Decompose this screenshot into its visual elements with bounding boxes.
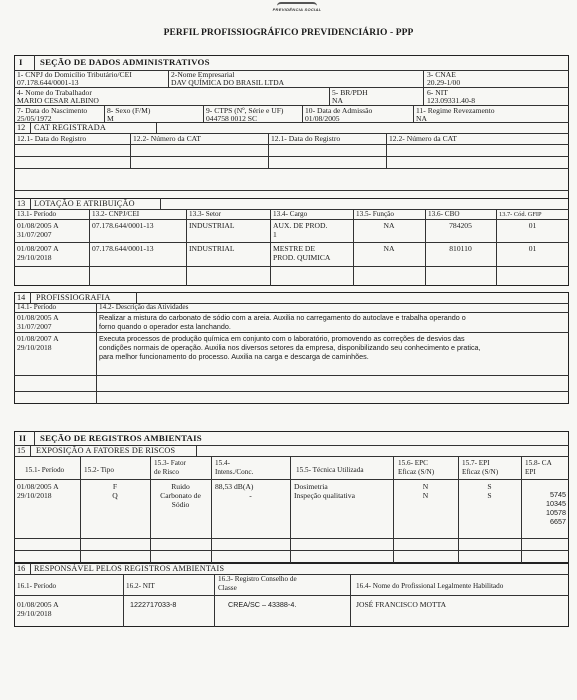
lotacao-row2-gfip: 01 (528, 244, 537, 253)
exposure-intensity-2: - (249, 491, 252, 500)
lotacao-row2-cbo: 810110 (449, 244, 472, 253)
lotacao-title: LOTAÇÃO E ATRIBUIÇÃO (34, 199, 135, 208)
profissiografia-row1-period-start: 01/08/2005 A (17, 313, 59, 322)
lotacao-row1-cnpj: 07.178.644/0001-13 (92, 221, 154, 230)
cat-number-label-2: 12.2- Número da CAT (389, 134, 457, 143)
exposure-period-start: 01/08/2005 A (17, 482, 59, 491)
exposure-number: 15 (17, 446, 26, 455)
cnpj-label: 1- CNPJ do Domicílio Tributário/CEI (17, 70, 132, 79)
exposure-header-epc-2: Eficaz (S/N) (398, 468, 435, 476)
lotacao-header-period: 13.1- Período (17, 210, 57, 218)
lotacao-row2-cnpj: 07.178.644/0001-13 (92, 244, 154, 253)
br-pdh-value: NA (332, 96, 343, 105)
admission-date-value: 01/08/2005 (305, 114, 340, 123)
exposure-technique-2: Inspeção qualitativa (294, 491, 355, 500)
lotacao-row2-cargo-2: PROD. QUIMICA (273, 253, 331, 262)
cnae-label: 3- CNAE (427, 70, 456, 79)
lotacao-header-cnpj: 13.2- CNPJ/CEI (92, 210, 140, 218)
responsavel-number: 16 (17, 564, 26, 573)
admission-date-label: 10- Data de Admissão (305, 106, 373, 115)
exposure-factor-1: Ruido (171, 482, 190, 491)
exposure-ca-3: 10578 (546, 508, 566, 517)
exposure-header-type: 15.2- Tipo (84, 466, 114, 474)
birth-date-label: 7- Data do Nascimento (17, 106, 88, 115)
document-title: PERFIL PROFISSIOGRÁFICO PREVIDENCIÁRIO - PPP (163, 28, 414, 38)
company-name-value: DAV QUÍMICA DO BRASIL LTDA (171, 78, 285, 87)
lotacao-number: 13 (17, 199, 26, 208)
lotacao-row2-setor: INDUSTRIAL (189, 244, 235, 253)
nit-label: 6- NIT (427, 88, 448, 97)
lotacao-row1-cargo: AUX. DE PROD. (273, 221, 328, 230)
exposure-title: EXPOSIÇÃO A FATORES DE RISCOS (36, 446, 176, 455)
lotacao-row2-cargo: MESTRE DE (273, 244, 315, 253)
profissiografia-row1-period-end: 31/07/2007 (17, 322, 52, 331)
exposure-header-period: 15.1- Período (25, 466, 65, 474)
section2-title: SEÇÃO DE REGISTROS AMBIENTAIS (40, 433, 202, 443)
responsavel-header-nit: 16.2- NIT (126, 582, 155, 590)
lotacao-header-gfip: 13.7- Cód. GFIP (499, 211, 542, 218)
responsavel-registry: CREA/SC – 43388-4. (228, 600, 297, 609)
cat-number-label-1: 12.2- Número da CAT (133, 134, 201, 143)
nit-value: 123.09331.40-8 (427, 96, 476, 105)
section-number: I (19, 57, 23, 67)
profissiografia-title: PROFISSIOGRAFIA (36, 293, 111, 302)
profissiografia-row2-period-start: 01/08/2007 A (17, 334, 59, 343)
exposure-factor-3: Sódio (171, 500, 190, 509)
exposure-period-end: 29/10/2018 (17, 491, 52, 500)
exposure-header-factor-2: de Risco (154, 468, 179, 476)
worker-name-value: MARIO CESAR ALBINO (17, 96, 99, 105)
lotacao-row1-cbo: 784205 (449, 221, 472, 230)
exposure-header-epc: 15.6- EPC (398, 459, 428, 467)
lotacao-row1-setor: INDUSTRIAL (189, 221, 235, 230)
lotacao-row2-funcao: NA (383, 244, 395, 253)
exposure-header-ca: 15.8- CA (525, 459, 552, 467)
cnpj-value: 07.178.644/0001-13 (17, 78, 79, 87)
exposure-ca-2: 10345 (546, 499, 566, 508)
profissiografia-row2-period-end: 29/10/2018 (17, 343, 52, 352)
cat-date-label-2: 12.1- Data do Registro (271, 134, 341, 143)
sex-label: 8- Sexo (F/M) (107, 106, 151, 115)
profissiografia-row1-desc-line2: forno quando o operador esta lanchando. (99, 322, 231, 331)
exposure-header-intensity-2: Intens./Conc. (215, 468, 254, 476)
profissiografia-row2-desc-line2: condições normais de operação. Auxilia nos diversos setores da empresa, disponibilizando seu conhecimento e pratica, (99, 343, 481, 352)
responsavel-header-name: 16.4- Nome do Profissional Legalmente Habilitado (356, 582, 504, 590)
responsavel-period-end: 29/10/2018 (17, 609, 52, 618)
responsavel-title: RESPONSÁVEL PELOS REGISTROS AMBIENTAIS (34, 564, 225, 573)
profissiografia-header-desc: 14.2- Descrição das Atividades (99, 303, 189, 311)
profissiografia-row2-desc-line1: Executa processos de produção química em conjunto com o laboratório, promovendo as correções de desvios das (99, 334, 465, 343)
section2-number: II (19, 433, 27, 443)
logo-text: PREVIDÊNCIA SOCIAL (272, 7, 322, 12)
cat-title: CAT REGISTRADA (34, 123, 107, 132)
birth-date-value: 25/05/1972 (17, 114, 52, 123)
lotacao-header-funcao: 13.5- Função (356, 210, 394, 218)
responsavel-period-start: 01/08/2005 A (17, 600, 59, 609)
lotacao-row1-period-start: 01/08/2005 A (17, 221, 59, 230)
profissiografia-row2-desc-line3: para melhor funcionamento do processo. Auxilia na carga e descarga de caminhões. (99, 352, 369, 361)
exposure-header-technique: 15.5- Técnica Utilizada (296, 466, 364, 474)
previdencia-logo (262, 2, 332, 16)
lotacao-header-setor: 13.3- Setor (189, 210, 221, 218)
exposure-header-ca-2: EPI (525, 468, 536, 476)
responsavel-header-period: 16.1- Período (17, 582, 57, 590)
lotacao-row1-cargo-2: 1 (273, 230, 277, 239)
profissiografia-number: 14 (17, 293, 26, 302)
responsavel-header-registry-2: Classe (218, 584, 237, 592)
exposure-epc-2: N (422, 491, 429, 500)
exposure-technique-1: Dosimetria (294, 482, 328, 491)
exposure-epi-2: S (487, 491, 492, 500)
section-title: SEÇÃO DE DADOS ADMINISTRATIVOS (40, 57, 210, 67)
responsavel-name: JOSÉ FRANCISCO MOTTA (356, 600, 447, 609)
responsavel-header-registry: 16.3- Registro Conselho de (218, 575, 297, 583)
worker-name-label: 4- Nome do Trabalhador (17, 88, 92, 97)
lotacao-header-cargo: 13.4- Cargo (273, 210, 308, 218)
exposure-ca-4: 6657 (550, 517, 566, 526)
company-name-label: 2-Nome Empresarial (171, 70, 235, 79)
exposure-type-2: Q (112, 491, 118, 500)
lotacao-row1-funcao: NA (383, 221, 395, 230)
profissiografia-header-period: 14.1- Período (17, 303, 57, 311)
profissiografia-row1-desc-line1: Realizar a mistura do carbonato de sódio com a areia. Auxilia no carregamento do autoclave e trabalha operando o (99, 313, 466, 322)
exposure-epi-1: S (487, 482, 492, 491)
shift-regime-label: 11- Regime Revezamento (416, 106, 495, 115)
exposure-epc-1: N (422, 482, 429, 491)
lotacao-row1-period-end: 31/07/2007 (17, 230, 52, 239)
exposure-ca-1: 5745 (550, 490, 566, 499)
shift-regime-value: NA (416, 114, 427, 123)
br-pdh-label: 5- BR/PDH (332, 88, 368, 97)
cat-number: 12 (17, 123, 26, 132)
exposure-header-factor: 15.3- Fator (154, 459, 186, 467)
lotacao-header-cbo: 13.6- CBO (428, 210, 460, 218)
lotacao-row2-period-end: 29/10/2018 (17, 253, 52, 262)
exposure-factor-2: Carbonato de (160, 491, 201, 500)
exposure-header-epi: 15.7- EPI (462, 459, 490, 467)
sex-value: M (107, 114, 114, 123)
ctps-label: 9- CTPS (Nº, Série e UF) (206, 106, 284, 115)
exposure-header-epi-2: Eficaz (S/N) (462, 468, 499, 476)
exposure-header-intensity: 15.4- (215, 459, 230, 467)
lotacao-row2-period-start: 01/08/2007 A (17, 244, 59, 253)
cnae-value: 20.29-1/00 (427, 78, 461, 87)
exposure-intensity-1: 88,53 dB(A) (215, 482, 254, 491)
lotacao-row1-gfip: 01 (528, 221, 537, 230)
responsavel-nit: 1222717033-8 (130, 600, 177, 609)
logo-mark-icon (277, 2, 317, 6)
cat-date-label-1: 12.1- Data do Registro (17, 134, 87, 143)
exposure-type-1: F (112, 482, 118, 491)
ctps-value: 044758 0012 SC (206, 114, 258, 123)
